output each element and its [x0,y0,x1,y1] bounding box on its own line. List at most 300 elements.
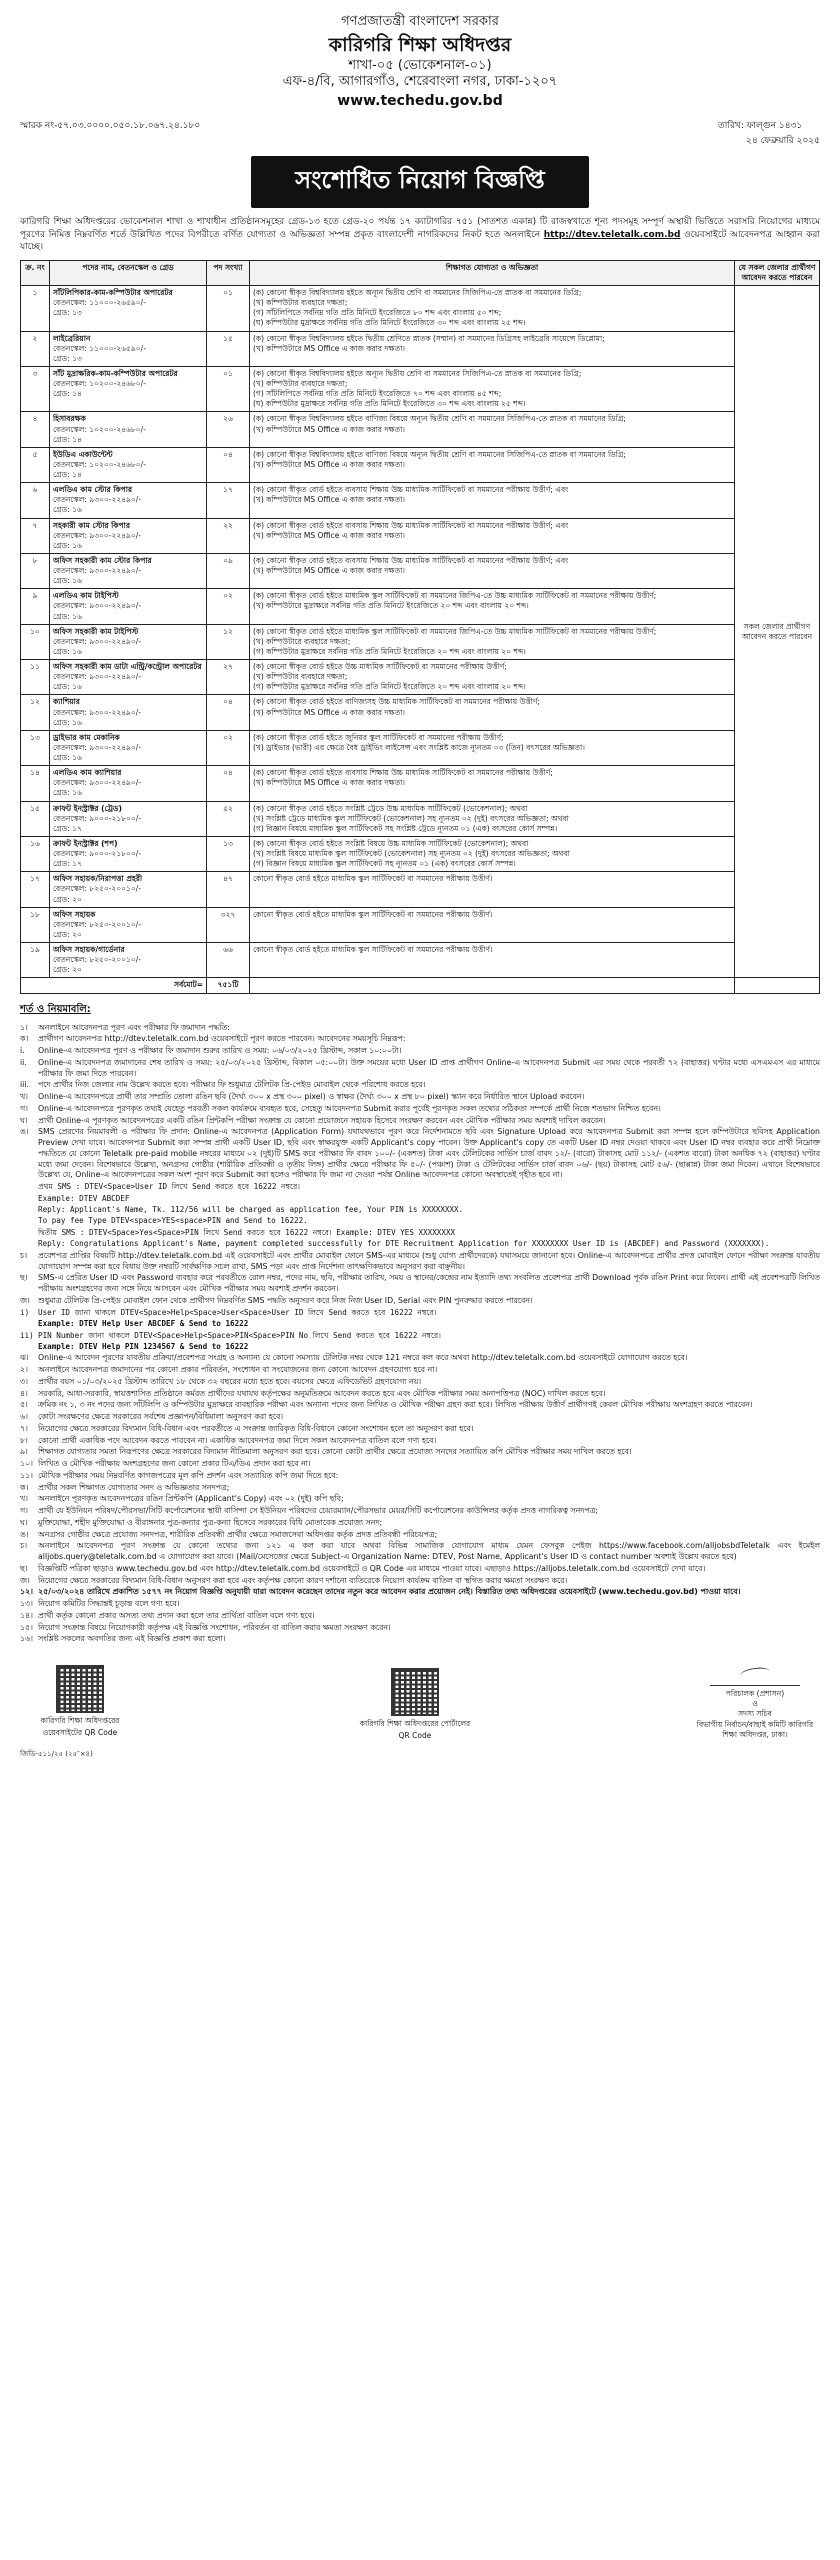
post-scale: বেতনস্কেল: ১০২০০-২৪৬৮০/- [53,459,146,469]
row-qualification [250,624,735,659]
rule-text: Online-এ আবেদনপত্র জমাদানের শেষ তারিখ ও সময়: ২৫/০৩/২০২৫ খ্রিস্টাব্দ, বিকাল ০৫:০০টা। উক্ত সময়ের মধ্যে User ID প্রাপ্ত প্রার্থীগণ Online-এ আবেদনপত্র Submit এর সময় থেকে পরবর্তী ৭২ (বাহাত্তর) ঘণ্টার মধ্যে এসএমএস এর মাধ্যমে পরীক্ষার ফি জমা দিতে পারবেন। [38,1057,820,1078]
qualification-line: (ঘ) কম্পিউটার মুদ্রাক্ষরে সর্বনিম্ন গতি প্রতি মিনিটে ইংরেজিতে ৩০ শব্দ এবং বাংলায় ২৫ শব্দ। [253,318,526,328]
rule-text: Online-এ আবেদনপত্রে প্রার্থী তার সম্প্রতি তোলা রঙিন ছবি (দৈর্ঘ্য ৩০০ x প্রস্থ ৩০০ pixel) ও স্বাক্ষর (দৈর্ঘ্য ৩০০ x প্রস্থ ৮০ pixel) স্ক্যান করে নির্ধারিত স্থানে Upload করবেন। [38,1092,585,1102]
qualification-line: (ক) কোনো স্বীকৃত বোর্ড হইতে উচ্চ মাধ্যমিক সার্টিফিকেট বা সমমানের পরীক্ষায় উত্তীর্ণ; [253,662,507,672]
qualification-line: (খ) কম্পিউটার ব্যবহারে দক্ষতা; [253,379,348,389]
row-sl: ৪ [21,412,50,447]
row-count: ০৪ [207,447,250,482]
row-post [50,447,207,482]
rule-text: প্রবেশপত্র প্রাপ্তির বিষয়টি http://dtev.teletalk.com.bd এই ওয়েবসাইটে এবং প্রার্থীর মোবাইল ফোনে SMS-এর মাধ্যমে (শুধু যোগ্য প্রার্থীদেরকে) যথাসময়ে জানানো হবে। Online-এ আবেদনপত্রে প্রার্থীর প্রদত্ত মোবাইল ফোনে পরীক্ষা সংক্রান্ত যাবতীয় যোগাযোগ সম্পন্ন করা হবে বিধায় উক্ত নম্বরটি সার্বক্ষণিক সচল রাখা, SMS পড়া এবং প্রাপ্ত নির্দেশনা তাৎক্ষণিকভাবে অনুসরণ করা বাঞ্ছনীয়। [38,1250,820,1271]
qualification-line: (ক) কোনো স্বীকৃত বিশ্ববিদ্যালয় হইতে অন্যূন দ্বিতীয় শ্রেণি বা সমমানের সিজিপিএ-তে স্নাতক বা সমমানের ডিগ্রি; [253,288,582,298]
row-sl: ১৩ [21,730,50,765]
post-grade: গ্রেড: ১৩ [53,308,82,318]
row-qualification [250,907,735,942]
row-post [50,836,207,871]
row-post [50,518,207,553]
dept-name: কারিগরি শিক্ষা অধিদপ্তর [328,34,512,57]
rule-number: খ। [20,1494,28,1504]
post-name: ক্রাফট ইনস্ট্রাক্টর (শপ) [53,838,118,848]
table-row [21,286,820,332]
qualification-line: (খ) কম্পিউটারে MS Office এ কাজ করার দক্ষতা। [253,707,405,717]
qualification-line: (খ) কম্পিউটারে MS Office এ কাজ করার দক্ষতা। [253,343,405,353]
post-grade: গ্রেড: ২০ [53,965,82,975]
row-sl: ১৪ [21,766,50,801]
rule-item [20,1239,820,1249]
rule-item [20,1104,820,1115]
rule-item [20,1092,820,1103]
rule-text: প্রার্থীর বয়স ০১/০৩/২০২৫ খ্রিস্টাব্দ তারিখে ১৮ থেকে ৩২ বছরের মধ্যে হতে হবে। বয়সের ক্ষেত্রে এফিডেভিট গ্রহণযোগ্য নয়। [38,1376,422,1386]
row-sl: ৮ [21,553,50,588]
rule-number: ঘ। [20,1115,28,1125]
qualification-line: (ক) কোনো স্বীকৃত বোর্ড হইতে মাধ্যমিক স্কুল সার্টিফিকেট বা সমমানের জিপিএ-তে উচ্চ মাধ্যমিক সার্টিফিকেট বা সমমানের পরীক্ষায় উত্তীর্ণ; [253,626,657,636]
qualification-line: (খ) কম্পিউটারে ব্যবহারে দক্ষতা; [253,636,351,646]
rule-number: ii) [20,1330,34,1340]
table-row [21,872,820,907]
rule-number: জ। [20,1575,30,1585]
post-name: ক্যাশিয়ার [53,697,80,707]
table-row [21,660,820,695]
rule-item [20,1576,820,1587]
qualification-line: (ক) কোনো স্বীকৃত বিশ্ববিদ্যালয় হইতে বাণিজ্য বিষয়ে অন্যূন দ্বিতীয় শ্রেণি বা সমমানের সিজিপিএ-তে স্নাতক বা সমমানের ডিগ্রি; [253,449,626,459]
rule-item [20,1611,820,1622]
qr-code-icon[interactable] [56,1665,104,1713]
row-qualification [250,518,735,553]
table-row [21,695,820,730]
post-grade: গ্রেড: ১৭ [53,823,82,833]
rule-item [20,1377,820,1388]
row-count: ০৯ [207,553,250,588]
rule-item [20,1436,820,1447]
rule-item [20,1623,820,1634]
rule-item [20,1228,820,1238]
total-value: ৭৫১টি [207,978,250,993]
rule-text: প্রথম SMS : DTEV<Space>User ID লিখে Send করতে হবে 16222 নম্বরে। [38,1182,300,1192]
rule-text: শুধুমাত্র টেলিটক প্রি-পেইড মোবাইল ফোন থেকে প্রার্থীগণ নিম্নবর্ণিত SMS পদ্ধতি অনুসরণ করে নিজ নিজ User ID, Serial এবং PIN পুনরুদ্ধার করতে পারবেন। [38,1295,533,1305]
table-row [21,766,820,801]
post-scale: বেতনস্কেল: ১১০০০-২৬৫৯০/- [53,298,146,308]
rule-text: সংশ্লিষ্ট সকলের অবগতির জন্য এই বিজ্ঞপ্তি প্রকাশ করা হলো। [38,1634,226,1644]
rule-item [20,1182,820,1192]
table-row [21,624,820,659]
signature-block [690,1659,820,1740]
qualification-line: (ঘ) কম্পিউটার মুদ্রাক্ষরে সর্বনিম্ন গতি প্রতি মিনিটে ইংরেজিতে ৩০ শব্দ এবং বাংলায় ২৫ শব্দ। [253,399,526,409]
gov-name: গণপ্রজাতন্ত্রী বাংলাদেশ সরকার [341,14,499,29]
post-name: এলডিএ কাম টাইপিস্ট [53,591,119,601]
qualification-line: (খ) কম্পিউটারে MS Office এ কাজ করার দক্ষতা। [253,566,405,576]
rule-item [20,1424,820,1435]
row-sl: ১৭ [21,872,50,907]
rule-item [20,1319,820,1329]
rule-number: ঝ। [20,1353,29,1363]
row-post [50,483,207,518]
row-sl: ১ [21,286,50,332]
post-grade: গ্রেড: ১৪ [53,389,82,399]
post-grade: গ্রেড: ১৬ [53,717,82,727]
rules-list [20,1023,820,1646]
table-row [21,836,820,871]
qr-website-block [20,1665,140,1740]
rule-text: অনলাইনে আবেদনপত্র জমাদানের পর কোনো প্রকার পরিবর্তন, সংশোধন বা সংযোজনের জন্য কোনো আবেদন গ্রহণযোগ্য হবে না। [38,1365,438,1375]
post-name: অফিস সহায়ক/নিরাপত্তা প্রহরী [53,874,143,884]
rule-item [20,1506,820,1517]
total-row [21,978,820,993]
qualification-line: (খ) কম্পিউটারে MS Office এ কাজ করার দক্ষতা। [253,459,405,469]
row-sl: ১২ [21,695,50,730]
sig-role: সদস্য সচিব [738,1709,772,1719]
table-header-row [21,260,820,285]
row-sl: ৬ [21,483,50,518]
row-count: ২২ [207,518,250,553]
qualification-line: কোনো স্বীকৃত বোর্ড হইতে মাধ্যমিক স্কুল সার্টিফিকেট বা সমমানের পরীক্ষায় উত্তীর্ণ। [253,874,493,884]
qualification-line: (ক) কোনো স্বীকৃত বোর্ড হইতে ব্যবসায় শিক্ষায় উচ্চ মাধ্যমিক সার্টিফিকেট বা সমমানের পরীক্ষায় উত্তীর্ণ; এবং [253,485,569,495]
rule-number: গ। [20,1506,28,1516]
qr-website-label: কারিগরি শিক্ষা অধিদপ্তরের ওয়েবসাইটের QR Code [40,1715,120,1737]
post-grade: গ্রেড: ১৬ [53,505,82,515]
rule-number: ৩। [20,1376,28,1386]
rule-text: Example: DTEV Help PIN 1234567 & Send to 16222 [38,1342,249,1351]
post-grade: গ্রেড: ১৬ [53,646,82,656]
row-count: ২৭ [207,660,250,695]
sig-title: পরিচালক (প্রশাসন) [725,1689,785,1699]
rule-number: ii. [20,1057,27,1067]
qualification-line: (ক) কোনো স্বীকৃত বিশ্ববিদ্যালয় হইতে অন্যূন দ্বিতীয় শ্রেণি বা সমমানের সিজিপিএ-তে স্নাতক বা সমমানের ডিগ্রি; [253,368,582,378]
post-grade: গ্রেড: ১৩ [53,353,82,363]
rule-text: সরকারি, আধা-সরকারি, স্বায়ত্তশাসিত প্রতিষ্ঠানে কর্মরত প্রার্থীদের যথাযথ কর্তৃপক্ষের অনুমতিক্রমে আবেদন করতে হবে এবং মৌখিক পরীক্ষার সময় অনাপত্তিপত্র (NOC) দাখিল করতে হবে। [38,1388,606,1398]
table-row [21,553,820,588]
rule-item [20,1447,820,1458]
qualification-line: (গ) বিজ্ঞান বিষয়ে মাধ্যমিক স্কুল সার্টিফিকেট সহ ন্যূনতম ০১ (এক) বৎসরের কোর্স সম্পন্ন। [253,859,516,869]
rule-text: প্রার্থীর সকল শিক্ষাগত যোগ্যতার সনদ ও অভিজ্ঞতার সনদপত্র; [38,1482,230,1492]
post-grade: গ্রেড: ১৬ [53,788,82,798]
table-row [21,366,820,412]
header-post: পদের নাম, বেতনস্কেল ও গ্রেড [50,260,207,285]
rule-number: ছ। [20,1563,28,1573]
qr-portal-block [355,1668,475,1740]
post-scale: বেতনস্কেল: ৯৩০০-২২৪৯০/- [53,530,142,540]
rule-text: User ID জানা থাকলে DTEV<Space>Help<Space>User<Space>User ID লিখে Send করতে হবে 16222 নম্বরে। [38,1307,437,1317]
rule-item [20,1205,820,1215]
row-qualification [250,483,735,518]
rule-number: ঙ। [20,1529,29,1539]
rule-number [20,1342,38,1352]
rule-number [20,1228,38,1238]
rule-text: মৌখিক পরীক্ষার সময় নিম্নবর্ণিত কাগজপত্রের মূল কপি প্রদর্শন এবং সত্যায়িত কপি জমা দিতে হবে: [38,1470,339,1480]
rule-number: ১২। [20,1587,33,1597]
rule-text: নিয়োগ কমিটির সিদ্ধান্তই চূড়ান্ত বলে গণ্য হবে। [38,1599,180,1609]
header-qualification: শিক্ষাগত যোগ্যতা ও অভিজ্ঞতা [250,260,735,285]
rule-number [20,1182,38,1192]
post-name: এলডিএ কাম স্টোর কিপার [53,485,133,495]
rule-number [20,1319,38,1329]
rule-item [20,1634,820,1645]
row-post [50,589,207,624]
row-qualification [250,872,735,907]
post-name: অফিস সহায়ক/গার্ডেনার [53,945,125,955]
rule-item [20,1471,820,1482]
rule-item [20,1564,820,1575]
row-sl: ১৫ [21,801,50,836]
row-sl: ১০ [21,624,50,659]
row-post [50,907,207,942]
post-scale: বেতনস্কেল: ৮২৫০-২০০১০/- [53,919,142,929]
qualification-line: (খ) কম্পিউটারে মুদ্রাক্ষরে সর্বনিম্ন গতি প্রতি মিনিটে ইংরেজিতে ২০ শব্দ এবং বাংলায় ২০ শব্দ। [253,601,529,611]
intro-paragraph [20,216,820,254]
qualification-line: (গ) কম্পিউটার মুদ্রাক্ষরে সর্বনিম্ন গতি প্রতি মিনিটে ইংরেজিতে ২০ শব্দ এবং বাংলায় ২০ শব্দ। [253,646,526,656]
rule-text: মুক্তিযোদ্ধা, শহীদ মুক্তিযোদ্ধা ও বীরাঙ্গনার পুত্র-কন্যার পুত্র-কন্যা হিসেবে সরকারের বিধি মোতাবেক প্রযোজ্য সনদ; [38,1517,383,1527]
date-block [718,118,820,148]
rule-text: Example: DTEV ABCDEF [38,1193,130,1203]
post-scale: বেতনস্কেল: ৯৩০০-২২৪৯০/- [53,601,142,611]
qualification-line: (খ) কম্পিউটারে MS Office এ কাজ করার দক্ষতা। [253,495,405,505]
qualification-line: (খ) ড্রাইভার (ভারী) এর ক্ষেত্রে বৈধ ড্রাইভিং লাইসেন্স এবং সংশ্লিষ্ট কাজে ন্যূনতম ০৩ (তিন) বৎসরের অভিজ্ঞতা। [253,742,585,752]
row-post [50,872,207,907]
rule-number: ৯। [20,1447,28,1457]
rule-text: Online-এ আবেদনপত্র পূরণ ও পরীক্ষার ফি জমাদান শুরুর তারিখ ও সময়: ০৬/০৩/২০২৫ খ্রিস্টাব্দ, সকাল ১০:০০টা। [38,1046,402,1056]
rule-number: ১১। [20,1470,33,1480]
row-post [50,553,207,588]
row-post [50,624,207,659]
rule-text: Online-এ আবেদন পূরণের যাবতীয় প্রক্রিয়া/প্রবেশপত্র সংগ্রহ ও অন্যান্য যে কোনো সমস্যায় টেলিটক নম্বর থেকে 121 নম্বরে কল করে অথবা http://dtev.teletalk.com.bd ওয়েবসাইটে যোগাযোগ করতে হবে। [38,1353,688,1363]
post-name: ড্রাইভার কাম মেকানিক [53,732,120,742]
rule-text: Reply: Applicant's Name, Tk. 112/56 will be charged as application fee, Your PIN is XXXXXXXX. [38,1204,464,1214]
post-scale: বেতনস্কেল: ৯৩০০-২২৪৯০/- [53,636,142,646]
rule-text: SMS প্রেরণের নিয়মাবলী ও পরীক্ষার ফি প্রদান: Online-এ আবেদনপত্র (Application Form) যথাযথভাবে পূরণ করে নির্দেশনামতে ছবি এবং Signature Upload করে আবেদনপত্র Submit করা সম্পন্ন হলে কম্পিউটারে ছবিসহ Application Preview দেখা যাবে। আবেদনপত্র Submit করা সম্পন্ন প্রার্থী একটি User ID, ছবি এবং স্বাক্ষরযুক্ত একটি Applicant's copy পাবেন। উক্ত Applicant's copy তে একটি User ID নম্বর দেওয়া থাকবে এবং User ID নম্বর ব্যবহার করে প্রার্থী নিম্নোক্ত পদ্ধতিতে যে কোনো Teletalk pre-paid mobile নম্বরের মাধ্যমে ০২ (দুই)টি SMS করে পরীক্ষার ফি বাবদ ১০০/- (একশত) টাকা এবং টেলিটকের সার্ভিস চার্জ বাবদ ১২/- (বারো) টাকাসহ মোট ১১২/- (একশত বারো) টাকা অনধিক ৭২ (বাহাত্তর) ঘণ্টার মধ্যে জমা দেবেন। বিশেষভাবে উল্লেখ্য, অনগ্রসর গোষ্ঠীর (শারীরিক প্রতিবন্ধী ও তৃতীয় লিঙ্গ) প্রার্থীর ক্ষেত্রে পরীক্ষার ফি ৫০/- (পঞ্চাশ) টাকা ও টেলিটকের সার্ভিস চার্জ বাবদ ০৬/- (ছয়) টাকাসহ মোট ৫৬/- (ছাপ্পান্ন) টাকা জমা দিবেন। এখানে বিশেষভাবে উল্লেখ্য যে, Online-এ আবেদনপত্রের সকল অংশ পূরণ করে Submit করা হলেও পরীক্ষার ফি জমা না দেওয়া পর্যন্ত Online আবেদনপত্র কোনো অবস্থাতেই গৃহীত হবে না। [38,1127,820,1180]
table-row [21,331,820,366]
row-post [50,366,207,412]
rule-number: ১। [20,1022,28,1032]
qualification-line: (ক) কোনো স্বীকৃত বোর্ড হইতে মাধ্যমিক স্কুল সার্টিফিকেট বা সমমানের জিপিএ-তে উচ্চ মাধ্যমিক সার্টিফিকেট বা সমমানের পরীক্ষায় উত্তীর্ণ; [253,591,657,601]
qualification-line: (খ) সংশ্লিষ্ট ট্রেডে মাধ্যমিক স্কুল সার্টিফিকেট (ভোকেশনাল) সহ ন্যূনতম ০২ (দুই) বৎসরের অভিজ্ঞতা; অথবা [253,813,569,823]
row-qualification [250,447,735,482]
row-count: ১৭ [207,483,250,518]
post-name: অফিস সহকারী কাম টাইপিস্ট [53,626,139,636]
qr-code-icon[interactable] [391,1668,439,1716]
rule-number [20,1216,38,1226]
rule-item [20,1046,820,1057]
rule-text: লিখিত ও মৌখিক পরীক্ষায় অংশগ্রহণের জন্য কোনো প্রকার টিএ/ডিএ প্রদান করা হবে না। [38,1459,311,1469]
row-post [50,695,207,730]
post-grade: গ্রেড: ১৬ [53,753,82,763]
post-name: অফিস সহায়ক [53,909,96,919]
rule-item [20,1308,820,1318]
post-name: লাইব্রেরিয়ান [53,333,91,343]
rule-number: ঙ। [20,1127,29,1137]
rule-text: প্রার্থী যে ইউনিয়ন পরিষদ/পৌরসভা/সিটি কর্পোরেশনের স্থায়ী বাসিন্দা সে ইউনিয়ন পরিষদের চেয়ারম্যান/পৌরসভার মেয়র/সিটি কর্পোরেশনের কাউন্সিলর কর্তৃক প্রদত্ত নাগরিকত্ব সনদপত্র; [38,1506,598,1516]
row-qualification [250,286,735,332]
date-bn: ফাল্গুন ১৪৩১ [746,121,803,131]
qualification-line: কোনো স্বীকৃত বোর্ড হইতে মাধ্যমিক স্কুল সার্টিফিকেট বা সমমানের পরীক্ষায় উত্তীর্ণ। [253,945,493,955]
posts-table [20,260,820,994]
rule-item [20,1273,820,1295]
rule-number: ৫। [20,1400,28,1410]
table-row [21,589,820,624]
memo-number: স্মারক নং-৫৭.০৩.০০০০.০৫০.১৮.০৬৭.২৪.১৮০ [20,121,201,131]
sig-sub: ও [752,1699,758,1709]
table-row [21,412,820,447]
rule-number: ছ। [20,1273,28,1283]
rule-number: ৭। [20,1423,28,1433]
rule-item [20,1587,820,1598]
rule-item [20,1530,820,1541]
rule-text: PIN Number জানা থাকলে DTEV<Space>Help<Space>PIN<Space>PIN No লিখে Send করতে হবে 16222 নম্বরে। [38,1330,441,1340]
rule-number: ১৫। [20,1622,33,1632]
post-name: হিসাবরক্ষক [53,414,86,424]
post-name: অফিস সহকারী কাম স্টোর কিপার [53,555,152,565]
post-name: ক্রাফট ইনস্ট্রাক্টর (ট্রেড) [53,803,122,813]
row-sl: ৯ [21,589,50,624]
rule-text: To pay fee Type DTEV<space>YES<space>PIN and Send to 16222. [38,1216,308,1226]
rule-text: দ্বিতীয় SMS : DTEV<Space>Yes<Space>PIN লিখে Send করতে হবে 16222 নম্বরে। Example: DTEV YES XXXXXXXX [38,1227,456,1237]
rule-text: প্রার্থী কর্তৃক কোনো প্রকার অসত্য তথ্য প্রদান করা হলে তার প্রার্থিতা বাতিল বলে গণ্য হবে। [38,1610,315,1620]
rule-text: SMS-এ প্রেরিত User ID এবং Password ব্যবহার করে পরবর্তীতে রোল নম্বর, পদের নাম, ছবি, পরীক্ষার তারিখ, সময় ও স্থানের/কেন্দ্রের নাম ইত্যাদি তথ্য সংবলিত প্রবেশপত্র প্রার্থী Download পূর্বক রঙিন Print করে নিবেন। প্রার্থী এই প্রবেশপত্রটি লিখিত পরীক্ষায় অংশগ্রহণের জন্য সঙ্গে নিয়ে আসবেন এবং মৌখিক পরীক্ষার সময় অবশ্যই প্রদর্শন করবেন। [38,1273,820,1294]
website[interactable]: www.techedu.gov.bd [337,92,503,109]
rule-item [20,1023,820,1034]
rule-number: i) [20,1307,30,1317]
sig-org: বিভাগীয় নির্বাচন/বাছাই কমিটি কারিগরি শিক্ষা অধিদপ্তর, ঢাকা। [696,1719,814,1739]
post-grade: গ্রেড: ২০ [53,929,82,939]
row-post [50,943,207,978]
row-sl: ১১ [21,660,50,695]
row-qualification [250,730,735,765]
rule-text: Online-এ আবেদনপত্রে পূরণকৃত তথ্যই যেহেতু পরবর্তী সকল কার্যক্রমে ব্যবহৃত হবে, সেহেতু আবেদনপত্র Submit করার পূর্বেই পূরণকৃত সকল তথ্যের সঠিকতা সম্পর্কে প্রার্থী নিজে শতভাগ নিশ্চিত হবেন। [38,1103,661,1113]
rule-item [20,1216,820,1226]
qualification-line: (খ) কম্পিউটারে MS Office এ কাজ করার দক্ষতা। [253,778,405,788]
row-qualification [250,331,735,366]
rule-number [20,1194,38,1204]
intro-tail: ওয়েবসাইটে আবেদনপত্র আহ্বান করা যাচ্ছে। [20,229,820,253]
row-count: ০১ [207,366,250,412]
rule-number: ২। [20,1365,28,1375]
qualification-line: (খ) কম্পিউটার ব্যবহারে দক্ষতা; [253,672,348,682]
qr-portal-label: কারিগরি শিক্ষা অধিদপ্তরের পোর্টালের QR Code [359,1718,471,1740]
qualification-line: (গ) বিজ্ঞান বিষয়ে মাধ্যমিক স্কুল সার্টিফিকেট সহ সংশ্লিষ্ট ট্রেডে ন্যূনতম ০১ (এক) বৎসরের কোর্স সম্পন্ন। [253,823,558,833]
intro-text: কারিগরি শিক্ষা অধিদপ্তরের ভোকেশনাল শাখা ও শাখাধীন প্রতিষ্ঠানসমূহের গ্রেড-১৩ হতে গ্রেড-২০ পর্যন্ত ১৭ ক্যাটাগরির ৭৫১ (সাতশত একান্ন) টি রাজস্বখাতে শূন্য পদসমূহ সম্পূর্ণ অস্থায়ী ভিত্তিতে সরাসরি নিয়োগের মাধ্যমে পূরণের নিমিত্ত নিম্নবর্ণিত শর্তে উল্লিখিত পদের বিপরীতে বর্ণিত যোগ্যতা ও অভিজ্ঞতা সম্পন্ন প্রকৃত বাংলাদেশী নাগরিকদের নিকট হতে অনলাইনে [20,217,820,240]
rule-number: ১৪। [20,1610,33,1620]
footer [20,1659,820,1740]
row-sl: ৩ [21,366,50,412]
header-count: পদ সংখ্যা [207,260,250,285]
post-grade: গ্রেড: ১৬ [53,576,82,586]
post-grade: গ্রেড: ১৬ [53,611,82,621]
rules-heading: শর্ত ও নিয়মাবলি: [20,1003,91,1015]
table-row [21,518,820,553]
rule-text: শিক্ষাগত যোগ্যতার সমতা নিরূপণের ক্ষেত্রে সরকারের বিদ্যমান নীতিমালা অনুসরণ করা হবে। কোনো কোটা প্রার্থীর ক্ষেত্রে প্রযোজ্য সনদের সত্যায়িত কপি মৌখিক পরীক্ষার সময় দাখিল করতে হবে। [38,1447,632,1457]
header-sl: ক্র. নং [21,260,50,285]
row-post [50,331,207,366]
row-qualification [250,412,735,447]
rule-item [20,1331,820,1341]
rule-number [20,1239,38,1249]
rule-text: ক্রমিক নং ১, ৩ নং পদের জন্য সাঁটলিপি ও কম্পিউটার মুদ্রাক্ষরে ব্যবহারিক পরীক্ষা এবং অন্যান্য পদের জন্য লিখিত ও মৌখিক পরীক্ষা গ্রহণ করা হবে। লিখিত পরীক্ষায় উত্তীর্ণ প্রার্থীগণই কেবল মৌখিক পরীক্ষায় অংশগ্রহণ করতে পারবেন। [38,1400,753,1410]
header-districts: যে সকল জেলার প্রার্থীগণ আবেদন করতে পারবেন [735,260,820,285]
row-qualification [250,660,735,695]
post-name: সহকারী কাম স্টোর কিপার [53,520,130,530]
rule-number: ১৩। [20,1599,33,1609]
memo-row [20,118,820,148]
table-row [21,907,820,942]
rule-item [20,1058,820,1080]
post-name: ইউডিএ একাউন্টেন্ট [53,449,113,459]
rule-item [20,1389,820,1400]
rule-item [20,1483,820,1494]
rule-text: অনলাইনে আবেদনপত্র পূরণ সংক্রান্ত যে কোনো তথ্যের জন্য ১২১ এ কল করা যাবে অথবা বিভিন্ন সামাজিক যোগাযোগ মাধ্যম যেমন ফেসবুক পেইজ https://www.facebook.com/alljobsbdTeletalk এবং ইমেইল alljobs.query@teletalk.com.bd এ যোগাযোগ করা যাবে। (Mail/মেসেজের ক্ষেত্রে Subject-এ Organization Name: DTEV, Post Name, Applicant's User ID ও contact number অবশ্যই উল্লেখ করতে হবে) [38,1541,820,1562]
qualification-line: (খ) কম্পিউটার ব্যবহারে দক্ষতা; [253,298,348,308]
rule-text: বিজ্ঞপ্তিটি পত্রিকা ছাড়াও www.techedu.gov.bd এবং http://dtev.teletalk.com.bd ওয়েবসাইটে ও QR Code এর মাধ্যমে পাওয়া যাবে। এছাড়াও https://alljobs.teletalk.com.bd ওয়েবসাইটে দেখা যাবে। [38,1563,706,1573]
post-scale: বেতনস্কেল: ১০২০০-২৪৬৮০/- [53,379,146,389]
post-scale: বেতনস্কেল: ৯৩০০-২২৪৯০/- [53,707,142,717]
address: এফ-৪/বি, আগারগাঁও, শেরেবাংলা নগর, ঢাকা-১২০৭ [282,74,558,90]
row-count: ১২ [207,624,250,659]
rule-number: চ। [20,1250,27,1260]
rule-number: খ। [20,1092,28,1102]
row-sl: ১৮ [21,907,50,942]
rule-item [20,1412,820,1423]
qualification-line: (গ) কম্পিউটার মুদ্রাক্ষরে সর্বনিম্ন গতি প্রতি মিনিটে ইংরেজিতে ২০ শব্দ এবং বাংলায় ২০ শব্দ। [253,682,526,692]
post-scale: বেতনস্কেল: ৯৩০০-২২৪৯০/- [53,778,142,788]
rule-number: iii. [20,1080,29,1090]
eligible-districts: সকল জেলার প্রার্থীগণ আবেদন করতে পারবেন [735,286,820,978]
rule-number [20,1205,38,1215]
qualification-line: (ক) কোনো স্বীকৃত বিশ্ববিদ্যালয় হইতে দ্বিতীয় শ্রেণিতে স্নাতক (সম্মান) বা সমমানের ডিগ্রিসহ লাইব্রেরি সায়েন্সে ডিপ্লোমা; [253,333,605,343]
rule-item [20,1365,820,1376]
signature-icon [710,1659,800,1686]
row-sl: ৭ [21,518,50,553]
row-qualification [250,943,735,978]
table-row [21,483,820,518]
rule-item [20,1494,820,1505]
print-code: জিডি-৫১১/২৫ (২৫″×৪) [20,1749,93,1758]
rule-text: নিয়োগ সংক্রান্ত বিষয়ে নিয়োগকারী কর্তৃপক্ষ এই বিজ্ঞপ্তি সংশোধন, পরিবর্তন বা বাতিল করার ক্ষমতা সংরক্ষণ করেন। [38,1622,391,1632]
row-post [50,286,207,332]
row-count: ০২ [207,589,250,624]
rule-number: গ। [20,1103,28,1113]
rule-text: প্রার্থী Online-এ পূরণকৃত আবেদনপত্রের একটি রঙিন প্রিন্টকপি পরীক্ষা সংক্রান্ত যে কোনো প্রয়োজনে সহায়ক হিসেবে সংরক্ষণ করবেন এবং মৌখিক পরীক্ষার সময় অবশ্যই দাখিল করবেন। [38,1115,606,1125]
rule-number: চ। [20,1541,27,1551]
post-name: সাঁটলিপিকার-কাম-কম্পিউটার অপারেটর [53,288,173,298]
post-scale: বেতনস্কেল: ৯৩০০-২২৪৯০/- [53,742,142,752]
qualification-line: (ক) কোনো স্বীকৃত বোর্ড হইতে বাণিজ্যসহ উচ্চ মাধ্যমিক সার্টিফিকেট বা সমমানের পরীক্ষায় উত্তীর্ণ; [253,697,540,707]
rule-item [20,1342,820,1352]
post-grade: গ্রেড: ১৬ [53,682,82,692]
row-post [50,801,207,836]
row-qualification [250,589,735,624]
row-count: ১৫ [207,331,250,366]
table-row [21,447,820,482]
post-scale: বেতনস্কেল: ৮২৫০-২০০১০/- [53,955,142,965]
post-grade: গ্রেড: ১৪ [53,434,82,444]
rule-text: অনগ্রসর গোষ্ঠীর ক্ষেত্রে প্রযোজ্য সনদপত্র, শারীরিক প্রতিবন্ধী প্রার্থীর ক্ষেত্রে সমাজসেবা অধিদপ্তর কর্তৃক প্রদত্ত প্রতিবন্ধী পরিচয়পত্র; [38,1529,438,1539]
row-count: ০৪ [207,695,250,730]
rule-item [20,1080,820,1091]
branch-name: শাখা-০৫ (ভোকেশনাল-০১) [348,58,492,73]
post-scale: বেতনস্কেল: ১১০০০-২৬৫৯০/- [53,343,146,353]
post-scale: বেতনস্কেল: ৮২৫০-২০০১০/- [53,884,142,894]
date-en: ২৪ ফেব্রুয়ারি ২০২৫ [746,136,820,146]
post-grade: গ্রেড: ১৬ [53,540,82,550]
post-scale: বেতনস্কেল: ৯৩০০-২২৪৯০/- [53,495,142,505]
rule-number: ক। [20,1482,29,1492]
rule-item [20,1296,820,1307]
rule-number: ৬। [20,1412,28,1422]
rule-number: ঘ। [20,1517,28,1527]
row-count: ১৩ [207,836,250,871]
date-label: তারিখ: [718,121,744,131]
apply-link[interactable]: http://dtev.teletalk.com.bd [543,229,681,240]
post-scale: বেতনস্কেল: ১০২০০-২৪৬৮০/- [53,424,146,434]
qualification-line: (গ) সাঁটলিপিতে সর্বনিম্ন গতি প্রতি মিনিটে ইংরেজিতে ৭০ শব্দ এবং বাংলায় ৪৫ শব্দ; [253,389,502,399]
rule-number: ৪। [20,1388,28,1398]
rule-text: Reply: Congratulations Applicant's Name, payment completed successfully for DTE Recruitment Application for XXXXXXXX User ID is (ABCDEF) and Password (XXXXXXX). [38,1239,770,1249]
